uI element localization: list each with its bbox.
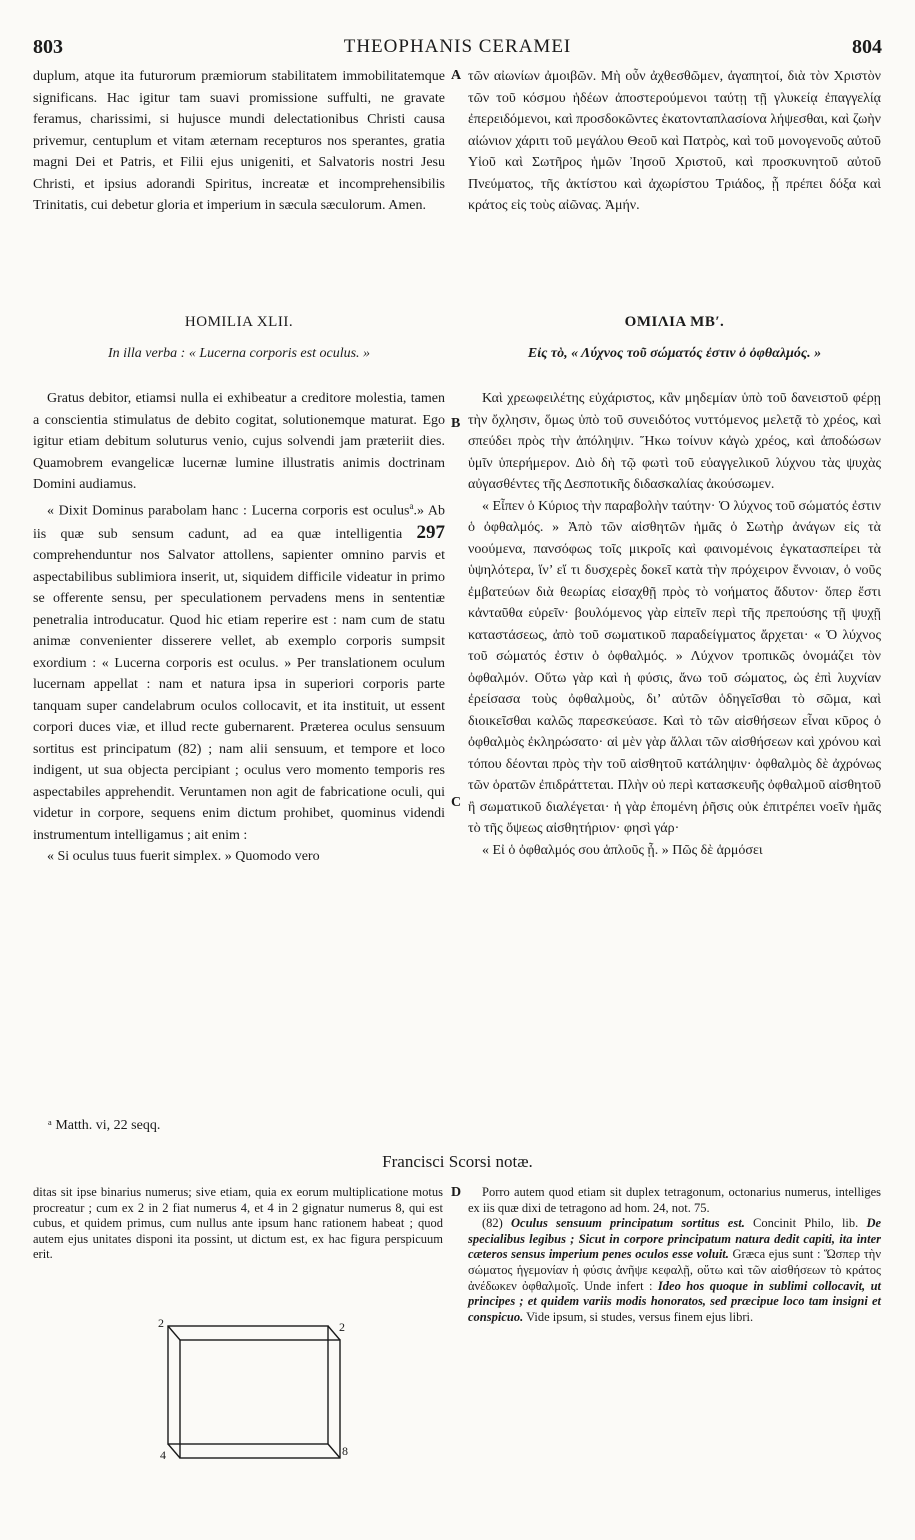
greek-paragraph: Καὶ χρεωφειλέτης εὐχάριστος, κἂν μηδεμίαν ὑπὸ τοῦ δανειστοῦ φέρῃ τὴν ὄχλησιν, ὅμως ὑπὸ τοῦ συνειδότος νυττόμενος μελετᾷ τὸ χρέος, καὶ σπεύδει πρὸς τὴν ἀπόληψιν. Ἥκω τοίνυν κἀγὼ χρέος, καὶ ἀποδώσων ὑμῖν ὑπερήμερον. Διὸ δὴ τῷ φωτὶ τοῦ εὐαγγελικοῦ λύχνου τὰς ψυχὰς αὐγασθέντες τῆς Δεσποτικῆς διδασκαλίας ἀκούσωμεν. (468, 391, 881, 492)
latin-paragraph: Gratus debitor, etiamsi nulla ei exhibeatur a creditore molestia, tamen a conscientia stimulatus de debito cogitat, solutionemque maturat. Ego igitur etiam debitum soluturus venio, cujus solvendi jam præteriit dies. Quamobrem evangelicæ lucernæ lumine illustratis animis doctrinam Domini audiamus. (33, 391, 445, 492)
cube-label: 2 (158, 1316, 164, 1330)
greek-paragraph: « Εἰ ὁ ὀφθαλμός σου ἁπλοῦς ᾖ. » Πῶς δὲ ἁρμόσει (482, 842, 763, 858)
cube-label: 8 (342, 1444, 348, 1458)
running-title: THEOPHANIS CERAMEI (343, 36, 572, 57)
homily-title-latin: HOMILIA XLII. (184, 314, 294, 330)
column-number: 297 (416, 521, 445, 543)
cube-front-face (180, 1340, 340, 1458)
margin-letter-b: B (451, 416, 461, 431)
greek-paragraph: « Εἶπεν ὁ Κύριος τὴν παραβολὴν ταύτην· Ὁ λύχνος τοῦ σώματός ἐστιν ὁ ὀφθαλμός. » Ἀπὸ τῶν αἰσθητῶν ἡμᾶς ὁ Σωτὴρ ἀνάγων εἰς τὰ νοούμενα, πανσόφως τοῖς μικροῖς καὶ φαινομένοις ἐγκατασπείρει τὰ ὑψηλότερα, ἵν’ εἴ τι δυσχερὲς δοκεῖ κατὰ τὴν πρόχειρον ἔννοιαν, ὁ νοῦς ἐμβατεύων διὰ θεωρίας εἰσαχθῇ πρὸς τὸ νοήματος ἄδυτον· ὅπερ ἔστι κἀνταῦθα εὑρεῖν· βουλόμενος γὰρ εἰπεῖν περὶ τῆς πρεπούσης τῇ ψυχῇ καταστάσεως, ἀπὸ τοῦ σωματικοῦ παραδείγματος ἄρχεται· « Ὁ λύχνος τοῦ σώματός ἐστιν ὁ ὀφθαλμός. » Λύχνον τροπικῶς ὀνομάζει τὸν ὀφθαλμόν. Οὕτω γὰρ καὶ ἡ φύσις, ἄνω τοῦ σώματος, ὡς ἐπὶ λυχνίαν ἐρείσασα τοὺς ὀφθαλμοὺς, δι’ αὐτῶν ὁδηγεῖσθαι τὸ σῶμα, καὶ διοικεῖσθαι καλῶς παρεσκεύασε. Καὶ τὸ τῶν αἰσθήσεων εἶναι κῦρος ὁ ὀφθαλμὸς ἐκληρώσατο· αἱ μὲν γὰρ ἄλλαι τῶν αἰσθήσεων καὶ χρόνου καὶ τόπου δέονται πρὸς τὴν τοῦ αἰσθητοῦ κατάληψιν· ὀφθαλμὸς δὲ ἀχρόνως τῶν ὁρατῶν ἐπιδράττεται. Πλὴν οὐ περὶ κατασκευῆς ὀφθαλμοῦ αἰσθητοῦ ἢ σωματικοῦ διαλέγεται· ἡ γὰρ ἑπομένη ῥῆσις οὐκ ἐπιτρέπει νοεῖν ἡμᾶς τὸ τῆς ὄψεως αἰσθητήριον· φησὶ γάρ· (468, 498, 881, 836)
running-header (33, 36, 882, 62)
notes-left-column (33, 1185, 443, 1263)
greek-homily-body (468, 388, 881, 861)
latin-paragraph: « Si oculus tuus fuerit simplex. » Quomodo vero (47, 849, 320, 865)
margin-letter-c: C (451, 795, 462, 810)
margin-letter-a: A (451, 68, 462, 83)
notes-right-column (468, 1185, 881, 1325)
greek-conclusion: τῶν αἰωνίων ἀμοιβῶν. Μὴ οὖν ἀχθεσθῶμεν, ἀγαπητοί, διὰ τὸν Χριστὸν τῶν τοῦ κόσμου ἡδέων ἀποστερούμενοι ταύτῃ τῇ γλυκείᾳ ἐπαγγελίᾳ ἐπερειδόμενοι, καὶ προσδοκῶντες ἑκατονταπλασίονα λήψεσθαι, καὶ ζωὴν αἰώνιον χάριτι τοῦ μεγάλου Θεοῦ καὶ Πατρὸς, καὶ τοῦ μονογενοῦς αὐτοῦ Υἱοῦ καὶ Σωτῆρος ἡμῶν Ἰησοῦ Χριστοῦ, καὶ προσκυνητοῦ αὐτοῦ Πνεύματος, τῆς ἀκτίστου καὶ ἀχωρίστου Τριάδος, ᾗ πρέπει δόξα καὶ κράτος εἰς τοὺς αἰῶνας. Ἀμήν. (468, 69, 881, 213)
latin-conclusion: duplum, atque ita futurorum præmiorum stabilitatem immobilitatemque significans. Hac igitur tam suavi promissione suffulti, ne gravate feramus, charissimi, si hujusce mundi delectationibus Christi causa privemur, centuplum et vitam æternam recepturos nos sperantes, gratia magni Dei et Patris, et Filii ejus unigeniti, et Salvatoris nostri Jesu Christi, et ipsius adorandi Spiritus, increatæ et incomprehensibilis Trinitatis, cui debetur gloria et imperium in sæcula sæculorum. Amen. (33, 69, 445, 213)
greek-column-top (468, 66, 881, 217)
latin-column-top (33, 66, 445, 217)
footnote: ᵃ Matth. vi, 22 seqq. (48, 1118, 161, 1133)
cube-back-face (168, 1326, 328, 1444)
homily-title-greek: ΟΜΙΛΙΑ ΜΒʹ. (624, 314, 725, 330)
cube-drawing (158, 1318, 358, 1466)
homily-subtitle-greek: Εἰς τὸ, « Λύχνος τοῦ σώματός ἐστιν ὁ ὀφθαλμός. » (527, 346, 822, 361)
latin-paragraph: « Dixit Dominus parabolam hanc : Lucerna corporis est oculus$^a$.» Ab iis quæ sub sensum cadunt, ad ea quæ intelligentia 297 comprehenduntur nos Salvator attollens, sapienter omnino parvis et aspectabilibus sublimiora inserit, ut, siquidem difficile videatur in primo se offerente sensu, per speculationem pervadens mens in sententiæ penetralia introducatur. Quod hic etiam reperire est : nam cum de statu animæ convenienter disserere vellet, ab exemplo corporis sumpsit exordium : « Lucerna corporis est oculus. » Per translationem oculum lucernam appellat : nam et natura ipsa in superiori corporis parte tanquam super candelabrum oculos collocavit, et ita instituit, ut essent corpori duces viæ, et illud recte gubernarent. Præterea oculus sensuum sortitus est principatum (82) ; nam alii sensuum, et tempore et loco indigent, ut sua objecta percipiant ; oculus vero momento temporis res aspectabiles apprehendit. Veruntamen non agit de fabricatione oculi, qui videtur in corpore, sequens enim dictum prohibet, quominus videndi instrumentum intelligamus ; ait enim : (33, 500, 446, 843)
page-number-right: 804 (852, 36, 882, 58)
note-paragraph: Porro autem quod etiam sit duplex tetragonum, octonarius numerus, intelliges ex iis quæ dixi de tetragono ad hom. 24, not. 75. (468, 1185, 881, 1215)
note-paragraph: (82) Oculus sensuum principatum sortitus est. Concinit Philo, lib. De specialibus legibus ; Sicut in corpore principatum natura dedit capiti, ita inter cæteros sensus imperium penes oculos esse voluit. Græca ejus sunt : Ὥσπερ τὴν σώματος ἡγεμονίαν ἡ φύσις ἀνῆψε κεφαλῇ, οὕτω καὶ τῶν αἰσθήσεων τὸ κράτος ἀνέδωκεν ὀφθαλμοῖς. Unde infert : Ideo hos quoque in sublimi collocavit, ut principes ; et quidem variis modis honoratos, sed præcipue loco tam insigni et conspicuo. Vide ipsum, si studes, versus finem ejus libri. (468, 1216, 882, 1324)
notes-section-title: Francisci Scorsi notæ. (382, 1152, 533, 1171)
cube-label: 2 (339, 1320, 345, 1334)
note-paragraph: ditas sit ipse binarius numerus; sive etiam, quia ex eorum multiplicatione motus procreatur ; cum ex 2 in 2 fiat numerus 4, et 4 in 2 gignatur numerus 8, qui est cubus, et quidem primus, cum nullus ante ipsum hanc rationem habeat ; quod autem ejus unitates disponi ita possint, ut dictum est, ex hac figura perspicuum erit. (33, 1185, 443, 1262)
homily-subtitle-latin: In illa verba : « Lucerna corporis est oculus. » (107, 346, 371, 361)
footnote-ref: a (409, 500, 414, 511)
latin-homily-body (33, 388, 445, 868)
cube-figure (158, 1318, 358, 1466)
cube-label: 4 (160, 1448, 166, 1462)
margin-letter-d: D (451, 1185, 462, 1200)
page-number-left: 803 (33, 36, 63, 58)
